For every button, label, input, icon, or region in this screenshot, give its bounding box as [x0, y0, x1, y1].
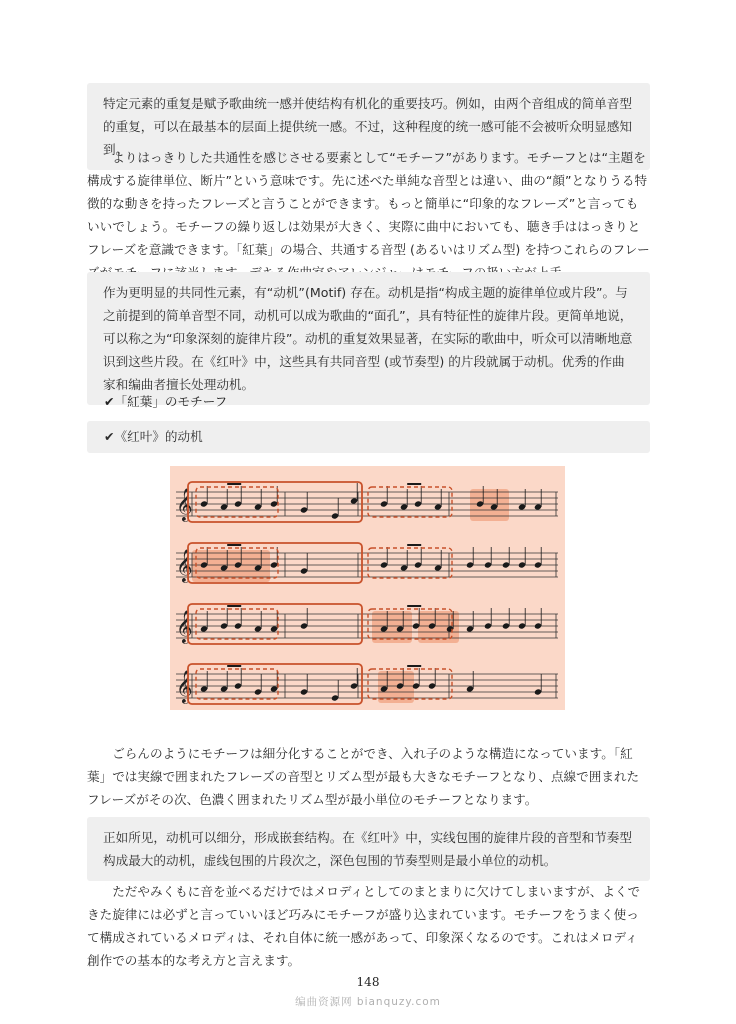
translation-text-1: 特定元素的重复是赋予歌曲统一感并使结构有机化的重要技巧。例如，由两个音组成的简单音型的重复，可以在最基本的层面上提供统一感。不过，这种程度的统一感可能不会被听众明显感知到。	[103, 96, 632, 157]
translation-text-3: 正如所见，动机可以细分，形成嵌套结构。在《红叶》中，实线包围的旋律片段的音型和节奏型构成最大的动机，虚线包围的片段次之，深色包围的节奏型则是最小单位的动机。	[103, 830, 632, 868]
dashed-motif-box	[368, 487, 452, 517]
watermark: 编曲资源网 bianquzy.com	[295, 996, 441, 1008]
body-paragraph-2: ごらんのようにモチーフは細分化することができ、入れ子のような構造になっています。「紅葉」では実線で囲まれたフレーズの音型とリズム型が最も大きなモチーフとなり、点線で囲まれたフレーズがその次、色濃く囲まれたリズム型が最小単位のモチーフとなります。	[87, 746, 640, 807]
treble-clef-icon: 𝄞	[176, 670, 193, 703]
treble-clef-icon: 𝄞	[176, 610, 193, 643]
translation-box-3	[87, 817, 650, 881]
page-number: 148	[356, 975, 380, 989]
motif-heading-jp: ✔「紅葉」のモチーフ	[104, 394, 228, 409]
body-paragraph-1: よりはっきりした共通性を感じさせる要素として“モチーフ”があります。モチーフとは“主題を構成する旋律単位、断片”という意味です。先に述べた単純な音型とは違い、曲の“顔”となりうる特徴的な動きを持ったフレーズと言うことができます。もっと簡単に“印象的なフレーズ”と言ってもいいでしょう。モチーフの繰り返しは効果が大きく、実際に曲中においても、聴き手ははっきりとフレーズを意識できます。「紅葉」の場合、共通する音型 (あるいはリズム型) を持つこれらのフレー	[87, 150, 650, 257]
score-svg	[170, 466, 565, 710]
motif-score-figure	[170, 466, 565, 710]
translation-text-2: 作为更明显的共同性元素，有“动机”(Motif) 存在。动机是指“构成主题的旋律单位或片段”。与之前提到的简单音型不同，动机可以成为歌曲的“面孔”，具有特征性的旋律片段。更简单地说，可以称之为“印象深刻的旋律片段”。动机的重复效果显著，在实际的歌曲中，听众可以清晰地意识到这些片段。在《红叶》中，这些具有共同音型 (或节奏型) 的片段就属于动机。优秀的作曲家和编曲者擅长处理动机。	[103, 285, 633, 392]
translation-box-2	[87, 272, 650, 405]
dashed-motif-box	[368, 548, 452, 578]
motif-heading-cn-box	[87, 421, 650, 453]
body-paragraph-3: ただやみくもに音を並べるだけではメロディとしてのまとまりに欠けてしまいますが、よくできた旋律には必ずと言っていいほど巧みにモチーフが盛り込まれています。モチーフをうまく使って構成されているメロディは、それ自体に統一感があって、印象深くなるのです。これはメロディ創作での基本的な考え方と言えます。	[87, 884, 641, 968]
treble-clef-icon: 𝄞	[176, 549, 193, 582]
motif-heading-cn: ✔《红叶》的动机	[104, 429, 203, 444]
treble-clef-icon: 𝄞	[176, 488, 193, 521]
